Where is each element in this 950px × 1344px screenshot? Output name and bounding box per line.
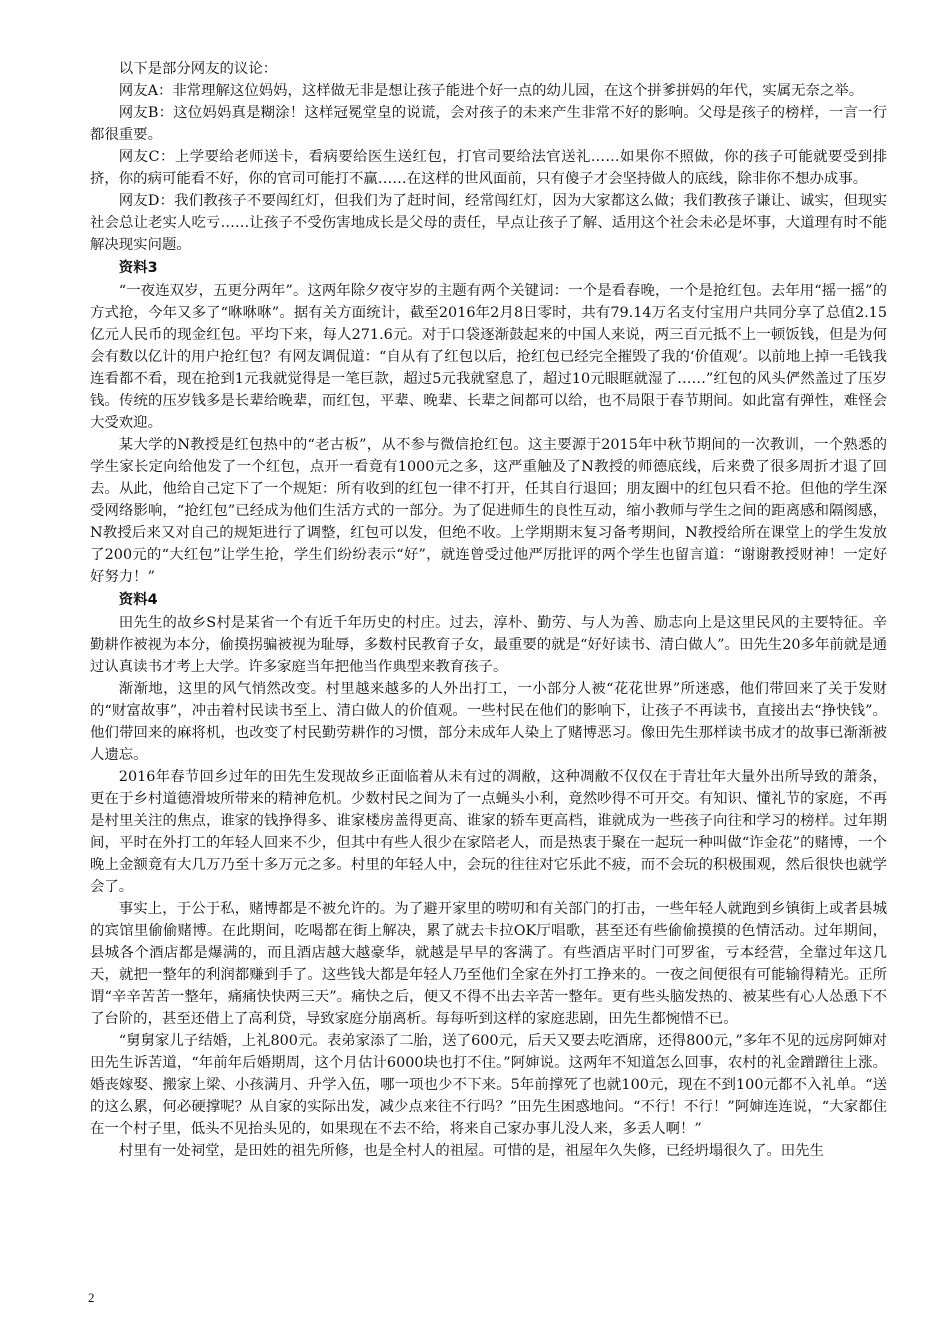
material-4-paragraph: 村里有一处祠堂，是田姓的祖先所修，也是全村人的祖屋。可惜的是，祖屋年久失修，已经坍塌很久了。田先生 xyxy=(118,1143,824,1159)
material-3-paragraph: “一夜连双岁，五更分两年”。这两年除夕夜守岁的主题有两个关键词：一个是看春晚，一个是抢红包。去年用“摇一摇”的方式抢，今年又多了“咻咻咻”。据有关方面统计，截至2016年2月8日零时，共有79.14万名支付宝用户共同分享了总值2.15亿元人民币的现金红包。平均下来，每人271.6元。对于口袋逐渐鼓起来的中国人来说，两三百元抵不上一顿饭钱，但是为何会有数以亿计的用户抢红包？有网友调侃道：“自从有了红包以后，抢红包已经完全摧毁了我的‘价值观’。以前地上掉一毛钱我连看都不看，现在抢到1元我就觉得是一笔巨款，超过5元我就窒息了，超过10元眼眶就湿了……”红包的风头俨然盖过了压岁钱。传统的压岁钱多是长辈给晚辈，而红包，平辈、晚辈、长辈之间都可以给，也不局限于春节期间。如此富有弹性，难怪会大受欢迎。 xyxy=(90,283,887,431)
material-4-paragraph: 事实上，于公于私，赌博都是不被允许的。为了避开家里的唠叨和有关部门的打击，一些年轻人就跑到乡镇街上或者县城的宾馆里偷偷赌博。在此期间，吃喝都在街上解决，累了就去卡拉OK厅唱歌，甚至还有些偷偷摸摸的色情活动。过年期间，县城各个酒店都是爆满的，而且酒店越大越豪华，就越是早早的客满了。有些酒店平时门可罗雀，亏本经营，全靠过年这几天，就把一整年的利润都赚到手了。这些钱大都是年轻人乃至他们全家在外打工挣来的。一夜之间便很有可能输得精光。正所谓“辛辛苦苦一整年，痛痛快快两三天”。痛快之后，便又不得不出去辛苦一整年。更有些头脑发热的、被某些有心人怂恿下不了台阶的，甚至还借上了高利贷，导致家庭分崩离析。每每听到这样的家庭悲剧，田先生都惋惜不已。 xyxy=(90,901,887,1027)
material-4-paragraph: 渐渐地，这里的风气悄然改变。村里越来越多的人外出打工，一小部分人被“花花世界”所迷惑，他们带回来了关于发财的“财富故事”，冲击着村民读书至上、清白做人的价值观。一些村民在他们的影响下，让孩子不再读书，直接出去“挣快钱”。他们带回来的麻将机，也改变了村民勤劳耕作的习惯，部分未成年人染上了赌博恶习。像田先生那样读书成才的故事已渐渐被人遗忘。 xyxy=(90,681,887,763)
material-3-section xyxy=(90,256,887,588)
intro-section xyxy=(90,58,887,256)
intro-lead: 以下是部分网友的议论： xyxy=(118,61,278,77)
document-page xyxy=(90,58,887,1162)
material-3-heading: 资料3 xyxy=(118,260,158,276)
material-4-heading: 资料4 xyxy=(118,592,158,608)
page-number: 2 xyxy=(88,1290,95,1305)
material-3-paragraph: 某大学的N教授是红包热中的“老古板”，从不参与微信抢红包。这主要源于2015年中秋节期间的一次教训，一个熟悉的学生家长定向给他发了一个红包，点开一看竟有1000元之多，这严重触及了N教授的师德底线，后来费了很多周折才退了回去。从此，他给自己定下了一个规矩：所有收到的红包一律不打开，任其自行退回；朋友圈中的红包只看不抢。但他的学生深受网络影响，“抢红包”已经成为他们生活方式的一部分。为了促进师生的良性互动，缩小教师与学生之间的距离感和隔阂感，N教授后来又对自己的规矩进行了调整，红包可以发，但绝不收。上学期期末复习备考期间，N教授给所在课堂上的学生发放了200元的“大红包”让学生抢，学生们纷纷表示“好”，就连曾受过他严厉批评的两个学生也留言道：“谢谢教授财神！一定好好努力！” xyxy=(90,437,887,585)
material-4-paragraph: “舅舅家儿子结婚，上礼800元。表弟家添了二胎，送了600元，后天又要去吃酒席，还得800元，”多年不见的远房阿婶对田先生诉苦道，“年前年后婚期周，这个月估计6000块也打不住。”阿婶说。这两年不知道怎么回事，农村的礼金蹭蹭往上涨。婚丧嫁娶、搬家上梁、小孩满月、升学入伍，哪一项也少不下来。5年前撑死了也就100元，现在不到100元都不入礼单。“送的这么累，何必硬撑呢？从自家的实际出发，减少点来往不行吗？”田先生困惑地问。“不行！不行！”阿婶连连说，“大家都住在一个村子里，低头不见抬头见的，如果现在不去不给，将来自己家办事儿没人来，多丢人啊！” xyxy=(90,1033,887,1137)
comment-netizen-a: 网友A：非常理解这位妈妈，这样做无非是想让孩子能进个好一点的幼儿园，在这个拼爹拼妈的年代，实属无奈之举。 xyxy=(118,83,864,99)
comment-netizen-c: 网友C：上学要给老师送卡，看病要给医生送红包，打官司要给法官送礼……如果你不照做，你的孩子可能就要受到排挤，你的病可能看不好，你的官司可能打不赢……在这样的世风面前，只有傻子才会坚持做人的底线，除非你不想办成事。 xyxy=(90,149,887,187)
comment-netizen-d: 网友D：我们教孩子不要闯红灯，但我们为了赶时间，经常闯红灯，因为大家都这么做；我们教孩子谦让、诚实，但现实社会总让老实人吃亏……让孩子不受伤害地成长是父母的责任，早点让孩子了解、适用这个社会未必是坏事，大道理有时不能解决现实问题。 xyxy=(90,193,887,253)
material-4-section xyxy=(90,588,887,1162)
material-4-paragraph: 田先生的故乡S村是某省一个有近千年历史的村庄。过去，淳朴、勤劳、与人为善、励志向上是这里民风的主要特征。辛勤耕作被视为本分，偷摸拐骗被视为耻辱，多数村民教育子女，最重要的就是“好好读书、清白做人”。田先生20多年前就是通过认真读书才考上大学。许多家庭当年把他当作典型来教育孩子。 xyxy=(90,615,887,675)
comment-netizen-b: 网友B：这位妈妈真是糊涂！这样冠冕堂皇的说谎，会对孩子的未来产生非常不好的影响。父母是孩子的榜样，一言一行都很重要。 xyxy=(90,105,887,143)
material-4-paragraph: 2016年春节回乡过年的田先生发现故乡正面临着从未有过的凋敝，这种凋敝不仅仅在于青壮年大量外出所导致的萧条，更在于乡村道德滑坡所带来的精神危机。少数村民之间为了一点蝇头小利，竟然吵得不可开交。有知识、懂礼节的家庭，不再是村里关注的焦点，谁家的钱挣得多、谁家楼房盖得更高、谁家的轿车更高档，谁就成为一些孩子向往和学习的榜样。过年期间，平时在外打工的年轻人回来不少，但其中有些人很少在家陪老人，而是热衷于聚在一起玩一种叫做“诈金花”的赌博，一个晚上金额竟有大几万乃至十多万元之多。村里的年轻人中，会玩的往往对它乐此不疲，而不会玩的积极围观，然后很快也就学会了。 xyxy=(90,769,887,895)
